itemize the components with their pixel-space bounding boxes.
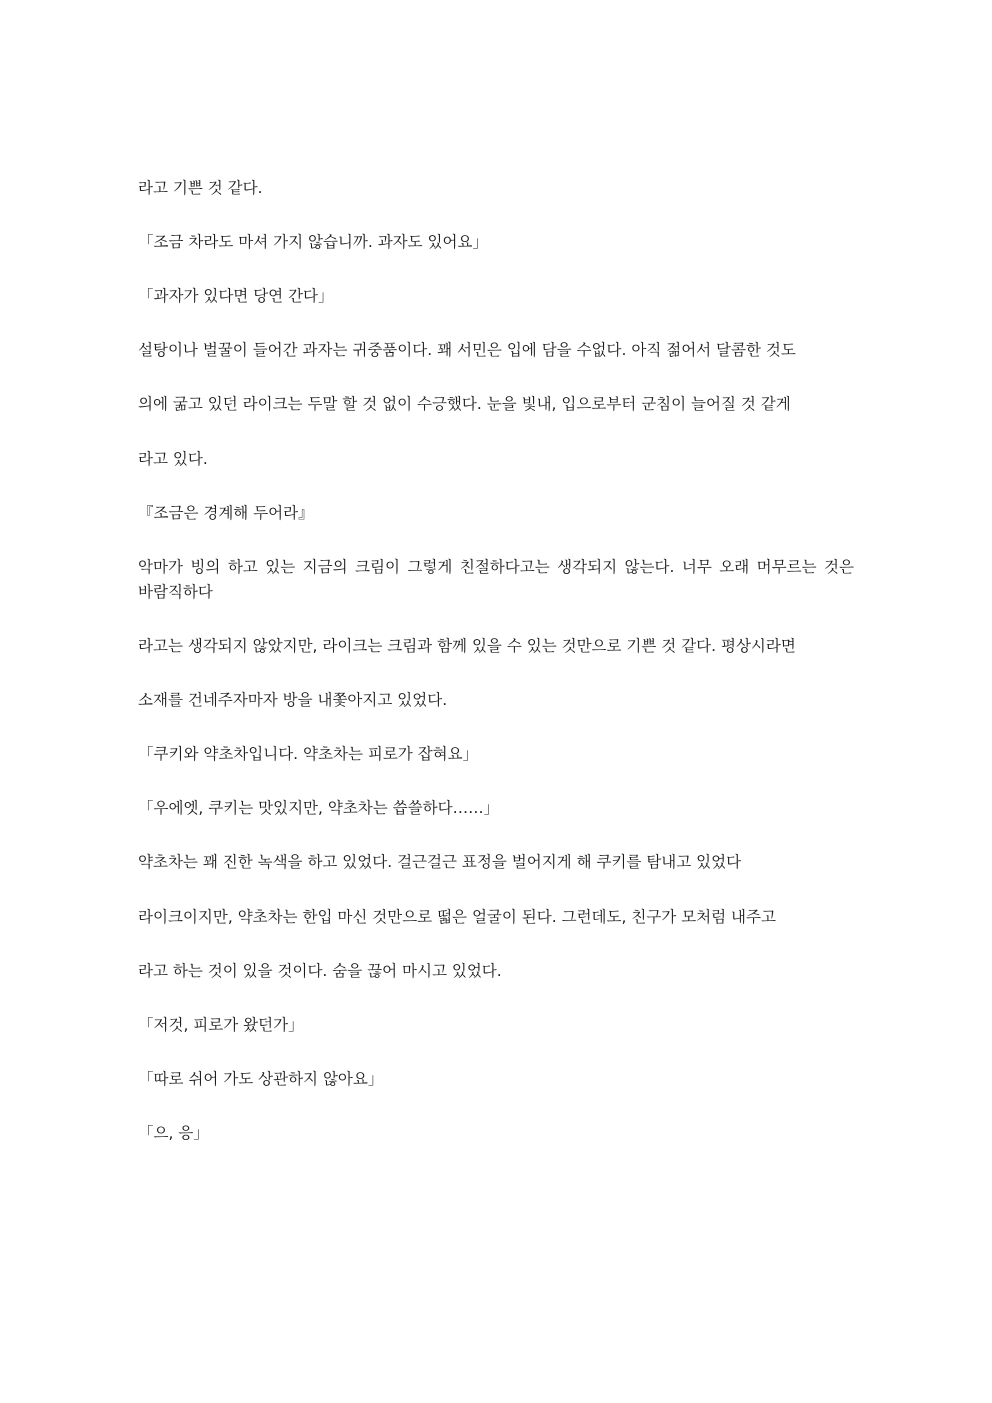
paragraph: 「저것, 피로가 왔던가」 — [138, 1015, 304, 1034]
paragraph: 라고는 생각되지 않았지만, 라이크는 크림과 함께 있을 수 있는 것만으로 기쁜 것 같다. 평상시라면 — [138, 636, 796, 655]
paragraph: 라고 있다. — [138, 449, 208, 468]
paragraph: 라이크이지만, 약초차는 한입 마신 것만으로 떫은 얼굴이 된다. 그런데도, 친구가 모처럼 내주고 — [138, 907, 776, 926]
paragraph: 「조금 차라도 마셔 가지 않습니까. 과자도 있어요」 — [138, 233, 488, 252]
document-body — [138, 176, 854, 1146]
paragraph: 「우에엣, 쿠키는 맛있지만, 약초차는 씁쓸하다……」 — [138, 799, 500, 818]
paragraph: 「으, 응」 — [138, 1123, 209, 1142]
paragraph: 라고 기쁜 것 같다. — [138, 179, 263, 197]
paragraph: 라고 하는 것이 있을 것이다. 숨을 끊어 마시고 있었다. — [138, 961, 502, 980]
paragraph: 『조금은 경계해 두어라』 — [138, 503, 314, 522]
paragraph: 「쿠키와 약초차입니다. 약초차는 피로가 잡혀요」 — [138, 745, 479, 764]
paragraph: 약초차는 꽤 진한 녹색을 하고 있었다. 걸근걸근 표정을 벌어지게 해 쿠키를 탐내고 있었다 — [138, 853, 742, 872]
paragraph: 「따로 쉬어 가도 상관하지 않아요」 — [138, 1069, 384, 1088]
paragraph: 소재를 건네주자마자 방을 내쫓아지고 있었다. — [138, 691, 448, 710]
paragraph: 「과자가 있다면 당연 간다」 — [138, 287, 334, 306]
paragraph: 의에 굶고 있던 라이크는 두말 할 것 없이 수긍했다. 눈을 빛내, 입으로부터 군침이 늘어질 것 같게 — [138, 395, 791, 414]
paragraph: 악마가 빙의 하고 있는 지금의 크림이 그렇게 친절하다고는 생각되지 않는다. 너무 오래 머무르는 것은 바람직하다 — [138, 557, 854, 601]
paragraph: 설탕이나 벌꿀이 들어간 과자는 귀중품이다. 꽤 서민은 입에 담을 수없다. 아직 젊어서 달콤한 것도 — [138, 341, 796, 360]
